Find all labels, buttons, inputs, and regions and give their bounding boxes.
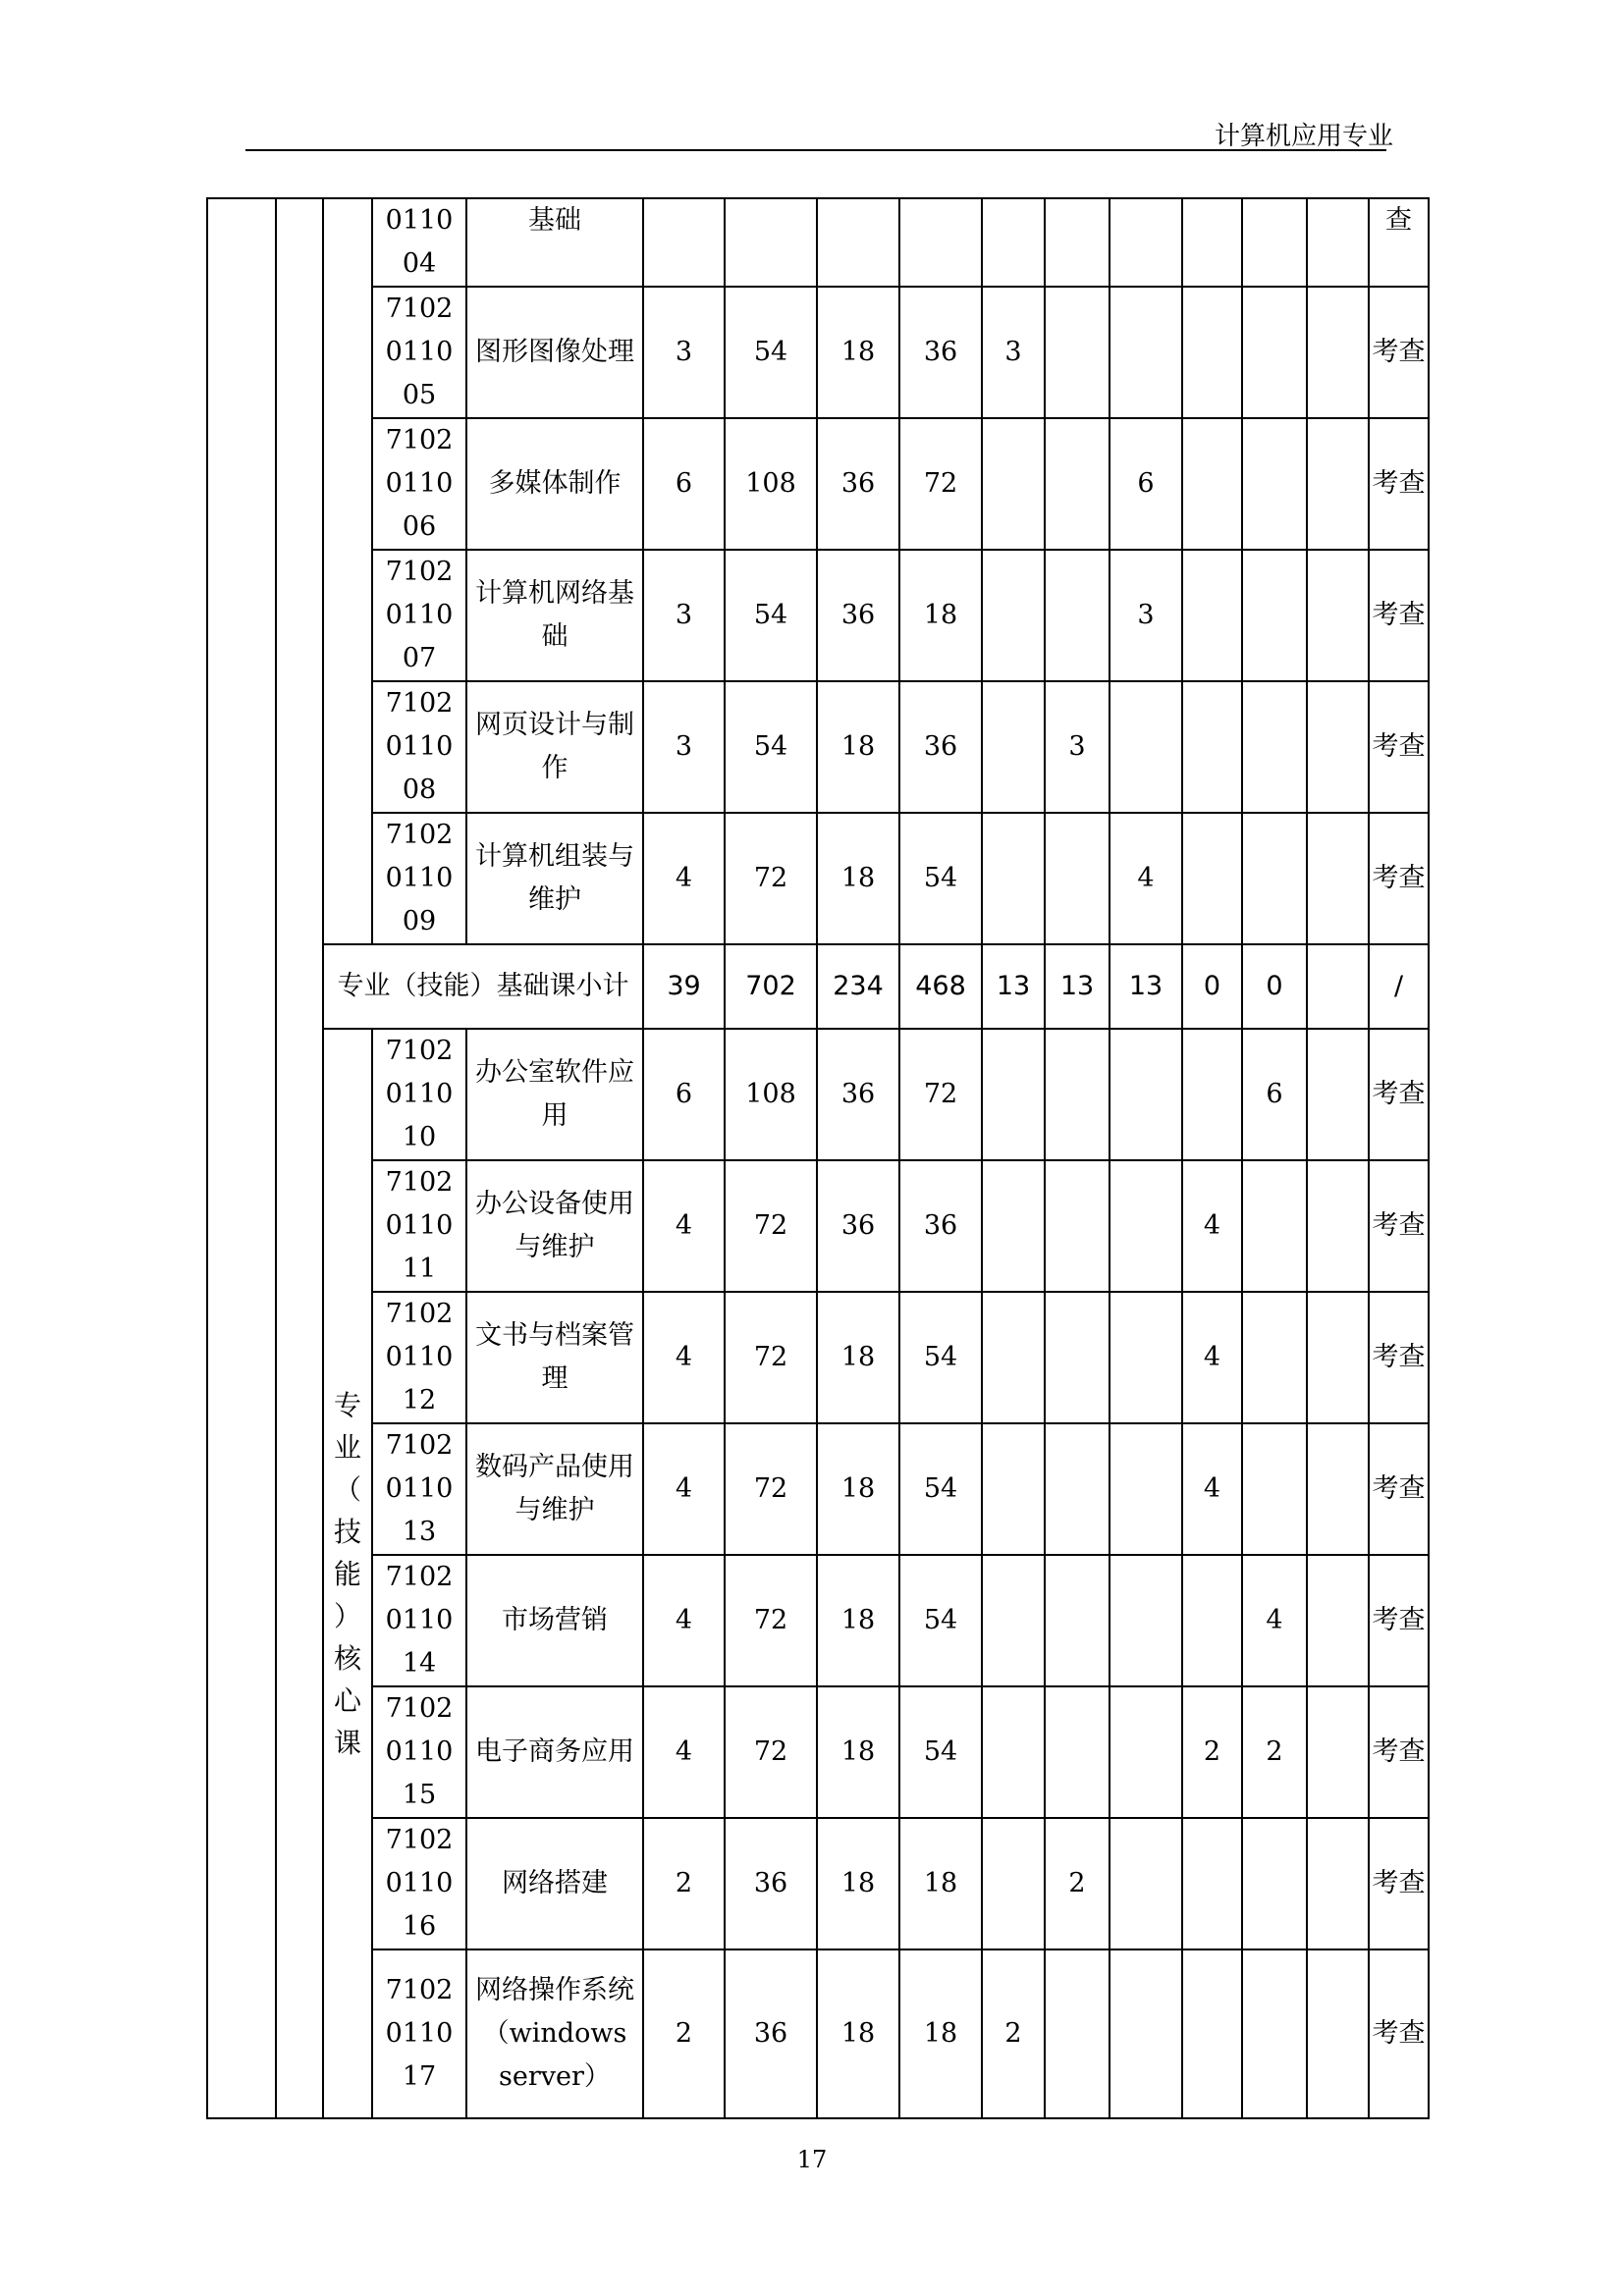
cell-s4 [1182,1029,1242,1160]
course-code-line: 0110 [385,1210,454,1241]
subtotal-hours: 702 [725,944,817,1029]
cell-s6 [1307,198,1369,287]
course-code-line: 7102 [385,294,454,324]
cell-s4 [1182,1555,1242,1686]
cell-s2 [1045,1686,1110,1818]
cell-s2 [1045,813,1110,944]
cell-theory: 36 [817,550,899,681]
cell-s3 [1110,1686,1182,1818]
cell-credits: 4 [643,813,725,944]
cell-s3: 4 [1110,813,1182,944]
cell-s4 [1182,813,1242,944]
cell-s4 [1182,198,1242,287]
cell-s4 [1182,550,1242,681]
cell-credits: 4 [643,1686,725,1818]
cell-s1 [982,681,1045,813]
cell-s5 [1242,1423,1307,1555]
course-code-line: 12 [402,1385,437,1415]
course-code-line: 07 [402,643,437,673]
vertical-label-char: 技 [333,1515,361,1548]
course-code [372,1160,466,1292]
cell-practice: 36 [899,1160,982,1292]
course-name: 计算机组装与维护 [466,813,643,944]
assessment-method: 考查 [1369,1029,1429,1160]
course-code-line: 0110 [385,1342,454,1372]
cell-theory: 36 [817,1160,899,1292]
course-name: 网络搭建 [466,1818,643,1949]
assessment-method: 考查 [1369,1818,1429,1949]
cell-theory: 18 [817,287,899,418]
cell-practice: 54 [899,1686,982,1818]
course-name: 网络操作系统（windows server） [466,1949,643,2118]
course-code-line: 7102 [385,557,454,587]
cell-s2 [1045,418,1110,550]
table-row [207,813,1429,944]
course-name: 电子商务应用 [466,1686,643,1818]
vertical-label-char: 业 [333,1430,361,1464]
course-code-line: 14 [402,1648,437,1679]
cell-theory [817,198,899,287]
course-code-line: 16 [402,1911,437,1942]
table-row [207,1423,1429,1555]
assessment-method: 考查 [1369,1949,1429,2118]
subtotal-credits: 39 [643,944,725,1029]
cell-s6 [1307,418,1369,550]
cell-s4 [1182,287,1242,418]
cell-s6 [1307,1949,1369,2118]
cell-theory: 18 [817,681,899,813]
cell-practice: 54 [899,1292,982,1423]
cell-s1 [982,198,1045,287]
course-code-line: 7102 [385,1693,454,1724]
course-name: 市场营销 [466,1555,643,1686]
cell-s1 [982,1160,1045,1292]
cell-s5 [1242,681,1307,813]
cell-s6 [1307,1423,1369,1555]
table-row [207,418,1429,550]
course-code [372,1949,466,2118]
cell-credits: 4 [643,1292,725,1423]
subtotal-row [207,944,1429,1029]
course-code-line: 0110 [385,1605,454,1635]
cell-hours: 72 [725,1292,817,1423]
assessment-method: 考查 [1369,418,1429,550]
course-code-line: 0110 [385,1868,454,1898]
vertical-label-char: 能 [333,1557,361,1590]
cell-s2 [1045,1949,1110,2118]
table-row [207,1686,1429,1818]
course-name: 多媒体制作 [466,418,643,550]
course-code-line: 7102 [385,425,454,455]
cell-s1 [982,813,1045,944]
cell-s6 [1307,681,1369,813]
assessment-method: 考查 [1369,1686,1429,1818]
course-code-line: 0110 [385,1079,454,1109]
cell-s5 [1242,198,1307,287]
vertical-label-char: （ [333,1472,361,1506]
course-code-line: 7102 [385,688,454,719]
assessment-method: 考查 [1369,550,1429,681]
course-name: 图形图像处理 [466,287,643,418]
cell-s5 [1242,418,1307,550]
course-code-line: 7102 [385,1562,454,1592]
course-code [372,1029,466,1160]
cell-s6 [1307,1160,1369,1292]
cell-practice: 36 [899,681,982,813]
course-name: 文书与档案管理 [466,1292,643,1423]
table-row [207,198,1429,287]
cell-s4: 4 [1182,1423,1242,1555]
cell-s1 [982,1818,1045,1949]
cell-credits: 6 [643,1029,725,1160]
cell-s3 [1110,1818,1182,1949]
cell-s4 [1182,681,1242,813]
course-code [372,813,466,944]
subtotal-s2: 13 [1045,944,1110,1029]
cell-s6 [1307,1818,1369,1949]
cell-s6 [1307,1029,1369,1160]
course-code-line: 0110 [385,2018,454,2049]
course-code-line: 0110 [385,205,454,236]
course-code-line: 0110 [385,337,454,367]
cell-s3 [1110,1423,1182,1555]
cell-practice: 54 [899,1423,982,1555]
course-name: 计算机网络基础 [466,550,643,681]
cell-s3 [1110,1160,1182,1292]
cell-s6 [1307,1292,1369,1423]
cell-credits: 2 [643,1818,725,1949]
course-code-line: 0110 [385,1736,454,1767]
cell-s2 [1045,550,1110,681]
cell-s5: 4 [1242,1555,1307,1686]
course-code-line: 7102 [385,1430,454,1461]
running-header: 计算机应用专业 [1214,122,1393,151]
cell-credits [643,198,725,287]
table-row [207,1029,1429,1160]
course-code-line: 7102 [385,1975,454,2005]
cell-hours: 72 [725,1686,817,1818]
course-code [372,1423,466,1555]
assessment-method: 查 [1369,198,1429,287]
cell-hours: 72 [725,813,817,944]
cell-s1 [982,1423,1045,1555]
subtotal-label: 专业（技能）基础课小计 [323,944,643,1029]
cell-s5 [1242,1292,1307,1423]
cell-practice: 54 [899,813,982,944]
course-table-body [207,198,1429,2118]
course-name: 办公设备使用与维护 [466,1160,643,1292]
course-name: 办公室软件应用 [466,1029,643,1160]
cell-s5: 6 [1242,1029,1307,1160]
cell-practice: 72 [899,418,982,550]
cell-s2: 2 [1045,1818,1110,1949]
course-code [372,198,466,287]
cell-s6 [1307,1686,1369,1818]
cell-s3 [1110,1292,1182,1423]
table-row [207,681,1429,813]
assessment-method: 考查 [1369,287,1429,418]
cell-s6 [1307,287,1369,418]
cell-s1 [982,1292,1045,1423]
cell-hours: 54 [725,287,817,418]
cell-s4 [1182,1818,1242,1949]
course-code-line: 7102 [385,1825,454,1855]
cell-s3 [1110,198,1182,287]
cell-s1 [982,1555,1045,1686]
cell-hours: 72 [725,1423,817,1555]
cell-theory: 18 [817,1555,899,1686]
course-code [372,287,466,418]
cell-theory: 18 [817,813,899,944]
course-code-line: 13 [402,1517,437,1547]
page-number: 17 [796,2146,828,2173]
cell-credits: 6 [643,418,725,550]
cell-s3 [1110,1555,1182,1686]
cell-hours: 72 [725,1160,817,1292]
cell-s4: 4 [1182,1160,1242,1292]
cell-s4: 2 [1182,1686,1242,1818]
course-code [372,1818,466,1949]
cell-s3 [1110,681,1182,813]
cell-s2 [1045,1555,1110,1686]
course-code-line: 08 [402,774,437,805]
subtotal-s3: 13 [1110,944,1182,1029]
cell-s1: 2 [982,1949,1045,2118]
cell-s3: 6 [1110,418,1182,550]
subtotal-practice: 468 [899,944,982,1029]
course-table [206,197,1430,2119]
cell-s1: 3 [982,287,1045,418]
cell-theory: 36 [817,418,899,550]
table-row [207,1160,1429,1292]
cell-s5 [1242,550,1307,681]
assessment-method: 考查 [1369,1160,1429,1292]
course-code-line: 7102 [385,820,454,850]
cell-s2 [1045,1029,1110,1160]
subtotal-assess: / [1369,944,1429,1029]
cell-s4 [1182,1949,1242,2118]
assessment-method: 考查 [1369,1423,1429,1555]
table-row [207,1555,1429,1686]
cell-practice: 54 [899,1555,982,1686]
assessment-method: 考查 [1369,1555,1429,1686]
cell-theory: 18 [817,1423,899,1555]
course-code [372,1686,466,1818]
cell-s3 [1110,287,1182,418]
cell-credits: 4 [643,1423,725,1555]
subtotal-s6 [1307,944,1369,1029]
cell-practice: 18 [899,1818,982,1949]
course-code-line: 0110 [385,863,454,893]
cell-s5: 2 [1242,1686,1307,1818]
course-code-line: 15 [402,1780,437,1810]
cell-practice [899,198,982,287]
course-code [372,550,466,681]
cell-s3: 3 [1110,550,1182,681]
course-code-line: 7102 [385,1036,454,1066]
vertical-label-char: 专 [333,1388,361,1421]
course-code-line: 10 [402,1122,437,1152]
cell-s2 [1045,198,1110,287]
cell-s1 [982,1029,1045,1160]
cell-s6 [1307,550,1369,681]
cell-s2 [1045,287,1110,418]
course-code-line: 0110 [385,731,454,762]
cell-s5 [1242,1818,1307,1949]
cell-s3 [1110,1029,1182,1160]
cell-practice: 18 [899,550,982,681]
course-code-line: 7102 [385,1167,454,1198]
cell-s4: 4 [1182,1292,1242,1423]
cell-credits: 4 [643,1555,725,1686]
cell-hours: 36 [725,1949,817,2118]
cell-s5 [1242,287,1307,418]
vertical-label-char: 心 [333,1683,361,1717]
cell-theory: 18 [817,1949,899,2118]
course-code [372,418,466,550]
course-code [372,1555,466,1686]
course-code [372,1292,466,1423]
cell-hours: 54 [725,550,817,681]
vertical-label-char: ） [333,1599,361,1632]
table-row [207,550,1429,681]
cell-s6 [1307,1555,1369,1686]
vertical-label-char: 课 [333,1726,361,1759]
cell-practice: 72 [899,1029,982,1160]
cell-hours: 108 [725,1029,817,1160]
cell-s1 [982,550,1045,681]
table-row [207,1949,1429,2118]
header-rule [245,149,1386,151]
course-code-line: 17 [402,2061,437,2092]
cell-theory: 18 [817,1818,899,1949]
course-code-line: 11 [402,1254,437,1284]
subtotal-s1: 13 [982,944,1045,1029]
vertical-category-label [323,1029,372,2118]
course-code-line: 09 [402,906,437,936]
course-code-line: 05 [402,380,437,410]
table-row [207,1292,1429,1423]
course-name: 数码产品使用与维护 [466,1423,643,1555]
cell-hours: 36 [725,1818,817,1949]
cell-hours: 72 [725,1555,817,1686]
cell-theory: 18 [817,1686,899,1818]
group-cell [323,198,372,944]
assessment-method: 考查 [1369,813,1429,944]
cell-credits: 2 [643,1949,725,2118]
cell-theory: 18 [817,1292,899,1423]
cell-s2 [1045,1160,1110,1292]
course-name: 网页设计与制作 [466,681,643,813]
cell-credits: 3 [643,550,725,681]
cell-credits: 3 [643,681,725,813]
cell-credits: 4 [643,1160,725,1292]
cell-hours [725,198,817,287]
subcategory-cell [276,198,323,2118]
vertical-label-char: 核 [333,1641,361,1675]
cell-s4 [1182,418,1242,550]
cell-practice: 18 [899,1949,982,2118]
cell-s5 [1242,1949,1307,2118]
cell-s2 [1045,1423,1110,1555]
course-code-line: 7102 [385,1299,454,1329]
course-code-line: 06 [402,511,437,542]
assessment-method: 考查 [1369,1292,1429,1423]
assessment-method: 考查 [1369,681,1429,813]
category-cell [207,198,276,2118]
cell-s5 [1242,1160,1307,1292]
subtotal-s5: 0 [1242,944,1307,1029]
cell-s2 [1045,1292,1110,1423]
course-name: 基础 [466,198,643,287]
cell-practice: 36 [899,287,982,418]
cell-hours: 54 [725,681,817,813]
cell-s3 [1110,1949,1182,2118]
course-code-line: 0110 [385,468,454,499]
subtotal-s4: 0 [1182,944,1242,1029]
cell-hours: 108 [725,418,817,550]
cell-s6 [1307,813,1369,944]
cell-s5 [1242,813,1307,944]
cell-s2: 3 [1045,681,1110,813]
course-code-line: 0110 [385,600,454,630]
subtotal-theory: 234 [817,944,899,1029]
course-code-line: 04 [402,248,437,279]
cell-s1 [982,1686,1045,1818]
cell-credits: 3 [643,287,725,418]
course-code-line: 0110 [385,1473,454,1504]
cell-theory: 36 [817,1029,899,1160]
table-row [207,1818,1429,1949]
course-code [372,681,466,813]
cell-s1 [982,418,1045,550]
table-row [207,287,1429,418]
